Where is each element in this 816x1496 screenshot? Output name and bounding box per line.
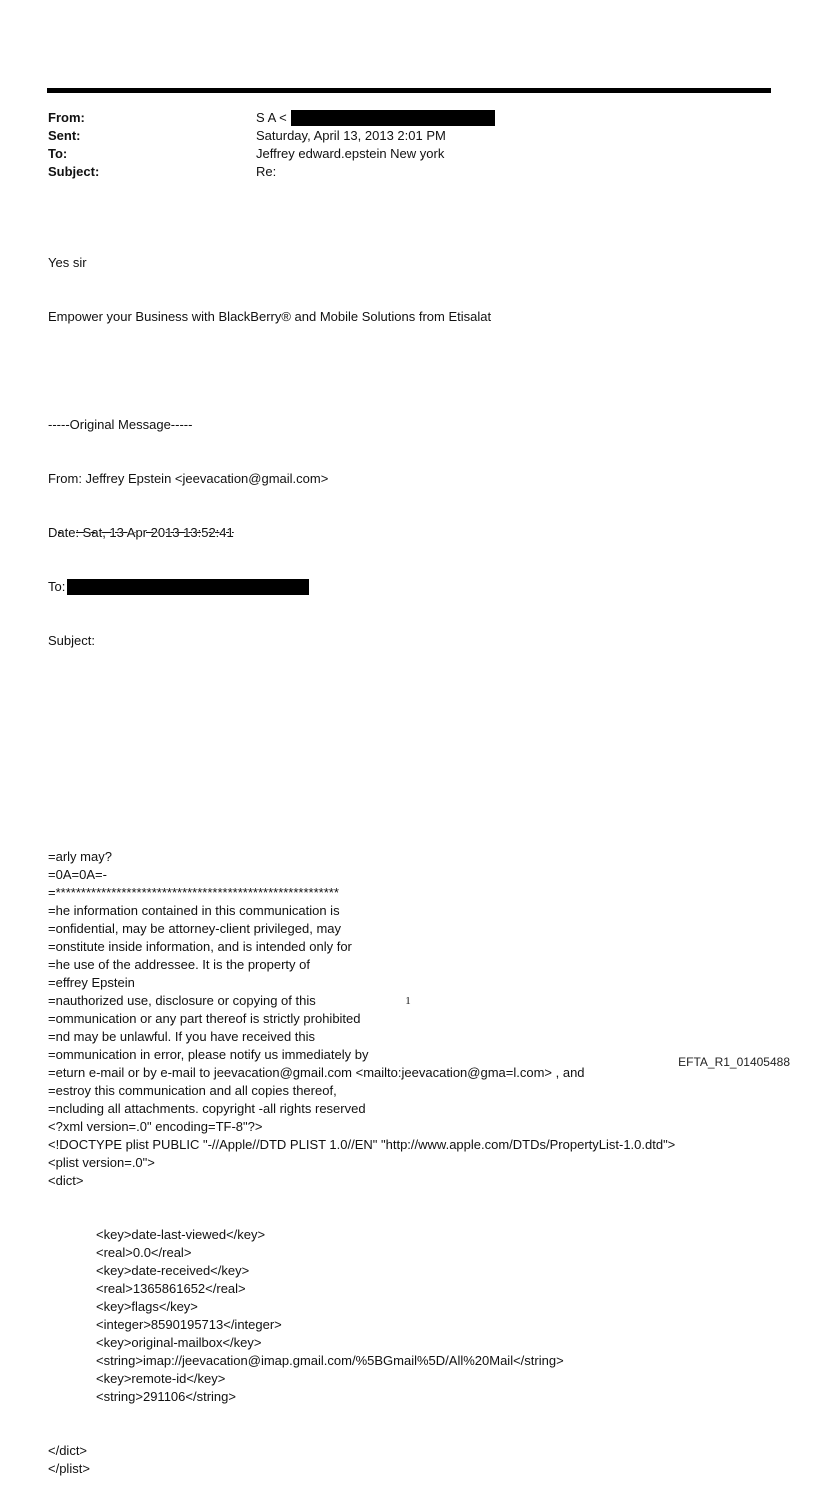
email-body <box>48 218 788 1496</box>
to-value: Jeffrey edward.epstein New york <box>256 146 445 161</box>
original-message-marker: -----Original Message----- <box>48 417 193 432</box>
body-line: </dict> <box>48 1443 88 1458</box>
body-line: =he information contained in this communication is <box>48 903 340 918</box>
body-line: =estroy this communication and all copies thereof, <box>48 1083 337 1098</box>
body-line: =ommunication in error, please notify us immediately by <box>48 1047 369 1062</box>
original-to-label: To: <box>48 579 66 594</box>
body-line: =0A=0A=- <box>48 867 107 882</box>
body-line: =onstitute inside information, and is intended only for <box>48 939 352 954</box>
body-line: <string>291106</string> <box>96 1389 236 1404</box>
body-line: <key>date-received</key> <box>96 1263 250 1278</box>
from-value <box>256 109 495 127</box>
body-line: =eturn e-mail or by e-mail to jeevacation@gmail.com <mailto:jeevacation@gma=l.com> , and <box>48 1065 585 1080</box>
subject-value: Re: <box>256 164 277 179</box>
from-sender: S A < <box>256 110 287 125</box>
body-line: <integer>8590195713</integer> <box>96 1317 282 1332</box>
reply-line: Yes sir <box>48 255 87 270</box>
body-line: =arly may? <box>48 849 112 864</box>
plist-end-lines <box>48 1442 788 1478</box>
original-subject: Subject: <box>48 633 95 648</box>
body-line: =ommunication or any part thereof is strictly prohibited <box>48 1011 361 1026</box>
page-number: 1 <box>405 995 411 1007</box>
reply-signature: Empower your Business with BlackBerry® and Mobile Solutions from Etisalat <box>48 309 492 324</box>
spacer <box>48 362 788 380</box>
body-line: <key>flags</key> <box>96 1299 198 1314</box>
body-line: =ncluding all attachments. copyright -all rights reserved <box>48 1101 366 1116</box>
body-line: <real>1365861652</real> <box>96 1281 246 1296</box>
body-line: </plist> <box>48 1461 90 1476</box>
body-line: <!DOCTYPE plist PUBLIC "-//Apple//DTD PLIST 1.0//EN" "http://www.apple.com/DTDs/PropertyList-1.0.dtd"> <box>48 1137 676 1152</box>
body-line: <dict> <box>48 1173 84 1188</box>
body-line: =nd may be unlawful. If you have received this <box>48 1029 316 1044</box>
body-line: <key>remote-id</key> <box>96 1371 226 1386</box>
from-label: From: <box>48 110 85 125</box>
body-lines <box>48 848 788 1190</box>
body-line: =effrey Epstein <box>48 975 135 990</box>
document-id: EFTA_R1_01405488 <box>678 1055 790 1069</box>
sent-label: Sent: <box>48 128 81 143</box>
spacer <box>48 794 788 812</box>
plist-dict-lines <box>48 1226 788 1406</box>
original-to-row <box>48 578 788 596</box>
redaction-bar <box>291 110 495 126</box>
body-line: =he use of the addressee. It is the property of <box>48 957 310 972</box>
redaction-bar <box>67 579 309 595</box>
spacer <box>48 740 788 758</box>
sent-value: Saturday, April 13, 2013 2:01 PM <box>256 128 446 143</box>
subject-label: Subject: <box>48 164 100 179</box>
body-line: =nauthorized use, disclosure or copying of this <box>48 993 316 1008</box>
original-date: Date: Sat, 13 Apr 2013 13:52:41 <box>48 525 234 540</box>
body-line: <string>imap://jeevacation@imap.gmail.com/%5BGmail%5D/All%20Mail</string> <box>96 1353 564 1368</box>
body-line: =******************************************************** <box>48 885 339 900</box>
body-line: <?xml version=.0" encoding=TF-8"?> <box>48 1119 263 1134</box>
body-line: <key>original-mailbox</key> <box>96 1335 262 1350</box>
body-line: =onfidential, may be attorney-client privileged, may <box>48 921 342 936</box>
original-from: From: Jeffrey Epstein <jeevacation@gmail.com> <box>48 471 329 486</box>
header-rule <box>47 88 771 93</box>
body-line: <plist version=.0"> <box>48 1155 155 1170</box>
spacer <box>48 686 788 704</box>
to-label: To: <box>48 146 68 161</box>
body-line: <key>date-last-viewed</key> <box>96 1227 266 1242</box>
body-line: <real>0.0</real> <box>96 1245 192 1260</box>
